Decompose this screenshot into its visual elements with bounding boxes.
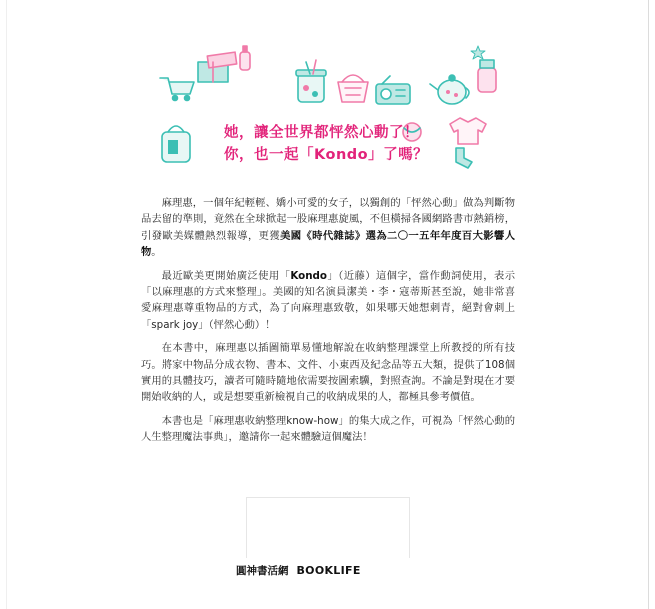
page-edge-left	[6, 0, 7, 609]
paragraph-1-text: 麻理惠，一個年紀輕輕、嬌小可愛的女子，以獨創的「怦然心動」做為判斷物品去留的準則，竟然在全球掀起一股麻理惠旋風，不但橫掃各國網路書市熱銷榜，引發歐美媒體熱烈報導，更獲	[141, 197, 515, 242]
basket-icon	[338, 75, 368, 102]
paragraph-4: 本書也是「麻理惠收納整理know-how」的集大成之作，可視為「怦然心動的人生整理魔法事典」，邀請你一起來體驗這個魔法！	[141, 414, 515, 444]
page-edge-right	[648, 0, 649, 609]
headline-line-2: 你，也一起「Kondo」了嗎？	[224, 147, 429, 163]
headline-line-1: 她，讓全世界都怦然心動了！	[224, 125, 419, 141]
glass-jar-icon	[296, 60, 326, 102]
shirt-icon	[450, 118, 486, 144]
publisher-footer	[236, 563, 426, 578]
cart-icon	[160, 78, 194, 101]
paragraph-2-text-a: 最近歐美更開始廣泛使用「	[161, 269, 291, 282]
radio-icon	[376, 76, 410, 104]
paragraph-1-emphasis: 美國《時代雜誌》選為二〇一五年年度百大影響人物	[141, 229, 515, 259]
publisher-name: 圓神書活網	[236, 565, 289, 577]
jar-icon	[478, 60, 496, 92]
blank-frame	[246, 497, 410, 558]
paragraph-1	[141, 195, 515, 261]
bottle-icon	[240, 46, 250, 70]
gift-box-icon	[198, 52, 237, 82]
kondo-word: Kondo	[290, 269, 328, 282]
paragraph-2-text-b: 」（近藤）這個字，當作動詞使用，表示「以麻理惠的方式來整理」。美國的知名演員潔美・李・寇蒂斯甚至說，她非常喜愛麻理惠尊重物品的方式，為了向麻理惠致敬，如果哪天她想刺青，絕對會刺上「spark joy」（怦然心動）！	[141, 269, 515, 331]
paragraph-2	[141, 268, 515, 334]
booklife-logo: BOOKLIFE	[296, 564, 361, 577]
teapot-icon	[430, 75, 469, 104]
book-description	[141, 195, 515, 453]
paragraph-1-end: 。	[151, 246, 162, 259]
star-icon	[471, 46, 485, 59]
headline	[224, 122, 454, 166]
sock-icon	[456, 148, 472, 168]
paragraph-3: 在本書中，麻理惠以插圖簡單易懂地解說在收納整理課堂上所教授的所有技巧。將家中物品分成衣物、書本、文件、小東西及紀念品等五大類，提供了108個實用的具體技巧，讀者可隨時隨地依需要按圖索驥，對照查詢。不論是對現在才要開始收納的人，或是想要重新檢視自己的收納成果的人，都極具參考價值。	[141, 342, 515, 404]
bag-icon	[162, 126, 190, 162]
